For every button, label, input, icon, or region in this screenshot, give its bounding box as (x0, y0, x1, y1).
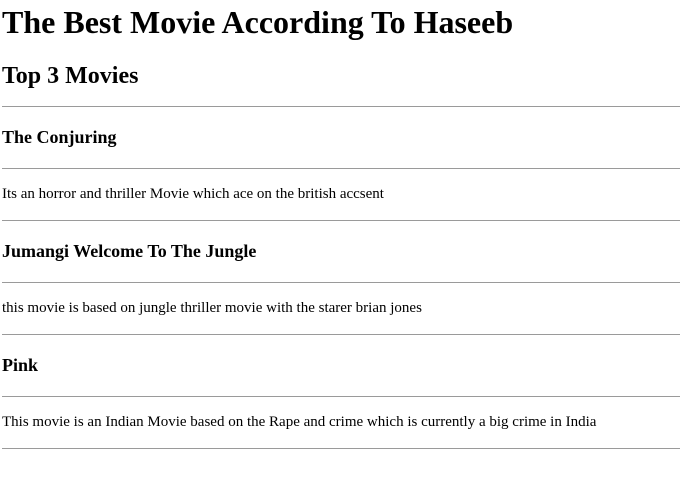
movie-description: this movie is based on jungle thriller movie with the starer brian jones (2, 300, 422, 316)
movie-title: The Conjuring (2, 127, 117, 147)
movie-entry (2, 107, 680, 221)
movie-title: Pink (2, 355, 39, 375)
movie-entry (2, 335, 680, 449)
movie-entry (2, 221, 680, 335)
page-title: The Best Movie According To Haseeb (2, 4, 514, 40)
divider (2, 448, 680, 449)
page-subtitle: Top 3 Movies (2, 63, 139, 89)
movie-description: This movie is an Indian Movie based on the Rape and crime which is currently a big crime in India (2, 414, 597, 430)
movie-description: Its an horror and thriller Movie which ace on the british accsent (2, 186, 384, 202)
movie-title: Jumangi Welcome To The Jungle (2, 241, 257, 261)
